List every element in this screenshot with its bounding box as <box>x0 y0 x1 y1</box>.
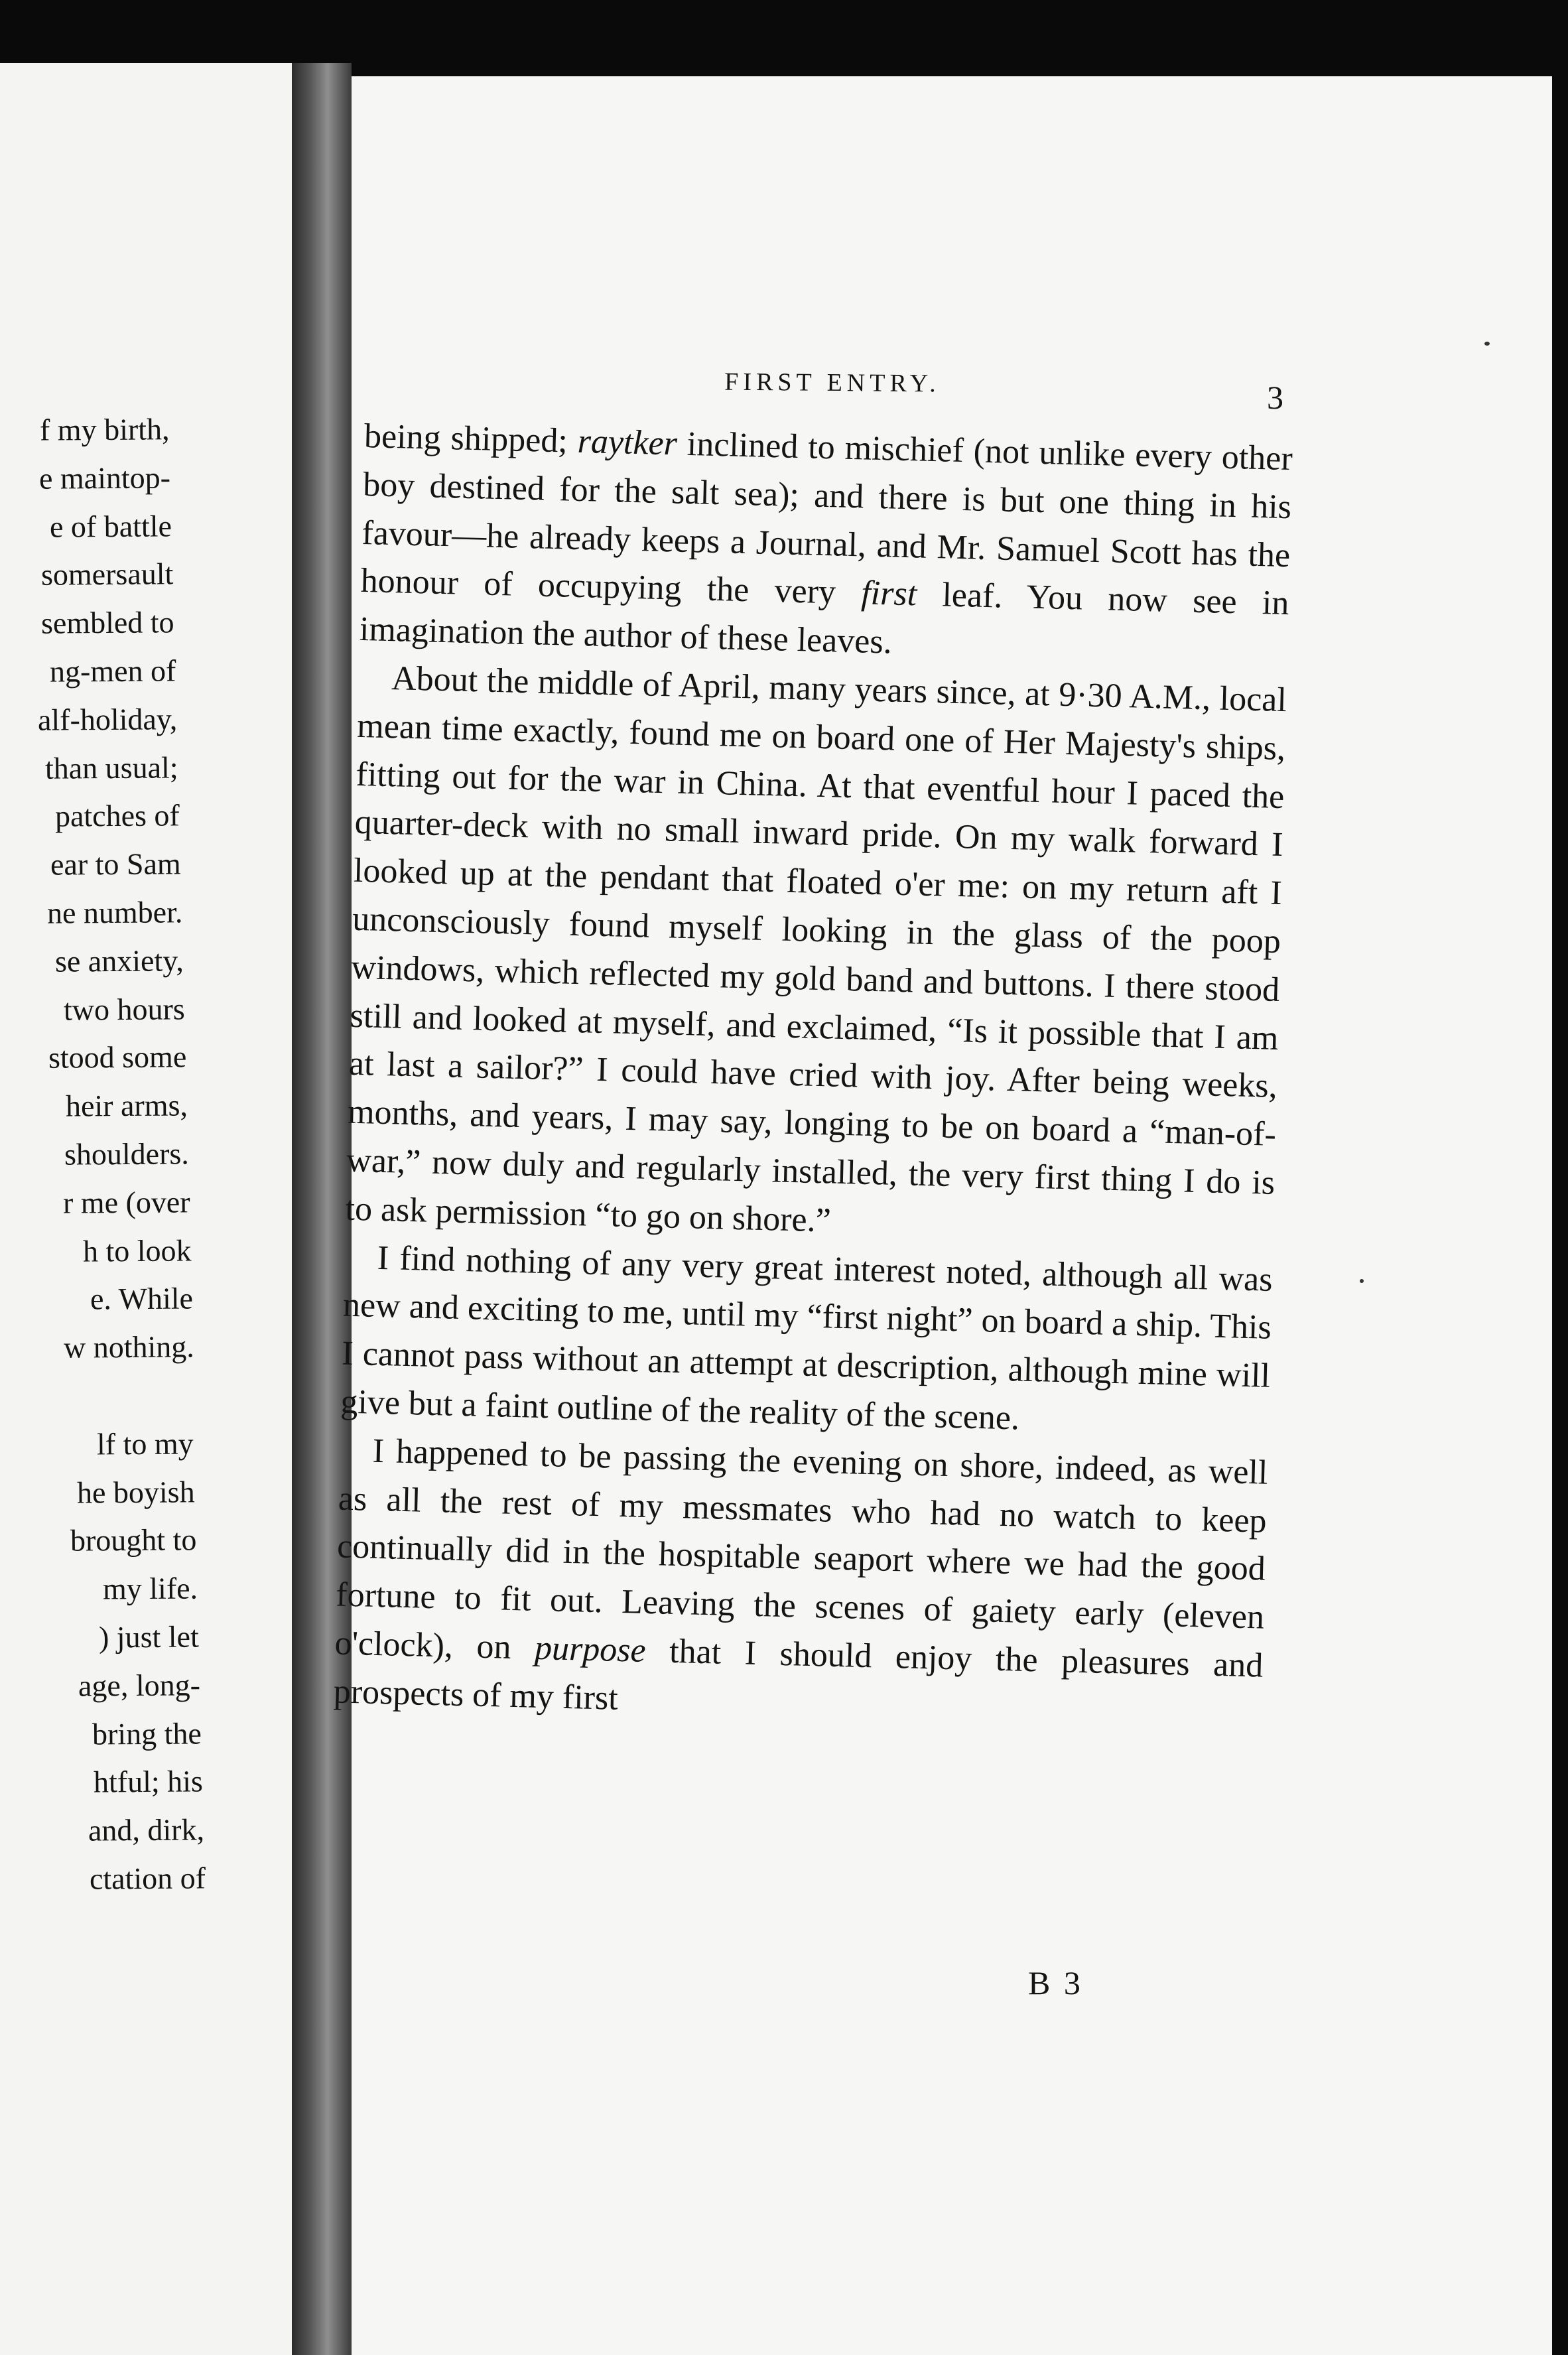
left-page-line: sembled to <box>41 605 175 640</box>
left-page-line: somersault <box>40 557 174 592</box>
italic-text: purpose <box>534 1629 647 1670</box>
left-page-line: r me (over <box>63 1185 191 1220</box>
text-run: being shipped; <box>363 417 578 460</box>
left-page-line: patches of <box>55 798 180 834</box>
left-page-line: ng-men of <box>49 653 176 689</box>
body-text <box>333 413 1293 1739</box>
left-page-line: age, long- <box>78 1668 201 1703</box>
text-run: I happened to be passing the evening on shore, indeed, as well as all the rest of my messmates who had no watch to keep continually did in the hospitable seaport where we had the good fortune to fit out. Leaving the scenes of gaiety early (eleven o'clock), on <box>334 1432 1269 1667</box>
left-page-line: two hours <box>64 991 186 1027</box>
page-number: 3 <box>1267 379 1283 416</box>
running-header: FIRST ENTRY. <box>724 368 941 398</box>
left-page-line: htful; his <box>93 1764 204 1799</box>
left-page-line: e. While <box>90 1281 194 1316</box>
left-page-line: ear to Sam <box>50 846 182 882</box>
left-page-line: lf to my <box>97 1426 194 1461</box>
paragraph <box>333 1426 1268 1739</box>
left-page-line: h to look <box>83 1233 192 1268</box>
text-run: inclined to mischief (not unlike every other boy destined for the salt sea); and there is but one thing in his favour—he already keeps a Journal, and Mr. Samuel Scott has the honour of occupying the very <box>360 425 1293 612</box>
left-page-line: se anxiety, <box>55 943 184 978</box>
paragraph <box>340 1233 1274 1449</box>
page-gutter-edge <box>292 63 352 2355</box>
left-page-line: w nothing. <box>64 1329 195 1365</box>
left-page-line: e of battle <box>49 508 172 544</box>
ink-speck <box>1484 342 1490 346</box>
left-page-line: ) just let <box>99 1619 200 1654</box>
paragraph <box>359 413 1293 677</box>
left-page-line: e maintop- <box>38 460 171 496</box>
signature-mark: B 3 <box>1028 1964 1083 2001</box>
text-run: About the middle of April, many years since, at 9·30 A.M., local mean time exactly, found me on board one of Her Majesty's ships, fitting out for the war in China. At that eventful hour I paced the quarter-deck with no small inward pride. On my walk forward I looked up at the pendant that floated o'er me: on my return aft I unconsciously found myself looking in the glass of the poop windows, which reflected my gold band and buttons. I there stood still and looked at myself, and exclaimed, “Is it possible that I am at last a sailor?” I could have cried with joy. After being weeks, months, and years, I may say, longing to be on board a “man-of-war,” now duly and regularly installed, the very first thing I do is to ask permission “to go on shore.” <box>344 659 1287 1240</box>
text-run: leaf. You now see in imagination the author of these leaves. <box>359 575 1290 661</box>
left-page-line: stood some <box>48 1040 187 1075</box>
left-page <box>0 63 292 2355</box>
left-page-line: alf-holiday, <box>37 702 178 737</box>
left-page-line: shoulders. <box>64 1136 190 1172</box>
left-page-line: than usual; <box>45 750 179 785</box>
left-page-line: he boyish <box>77 1474 196 1510</box>
left-page-line: ctation of <box>89 1861 206 1896</box>
left-page-line: brought to <box>70 1522 197 1558</box>
text-run: that I should enjoy the pleasures and prospects of my first <box>333 1631 1264 1717</box>
left-page-line: ne number. <box>46 895 183 930</box>
left-page-line: bring the <box>92 1716 202 1751</box>
left-page-line: f my birth, <box>39 412 170 447</box>
left-page-line: and, dirk, <box>88 1812 205 1848</box>
paragraph <box>345 654 1287 1256</box>
italic-text: raytker <box>577 422 678 463</box>
left-page-line: my life. <box>102 1571 198 1606</box>
left-page-line: heir arms, <box>65 1088 188 1123</box>
italic-text: first <box>860 574 917 614</box>
text-run: I find nothing of any very great interest noted, although all was new and exciting to me, until my “first night” on board a ship. This I cannot pass without an attempt at description, although mine will give but a faint outline of the reality of the scene. <box>340 1239 1274 1438</box>
ink-speck <box>1360 1279 1364 1283</box>
